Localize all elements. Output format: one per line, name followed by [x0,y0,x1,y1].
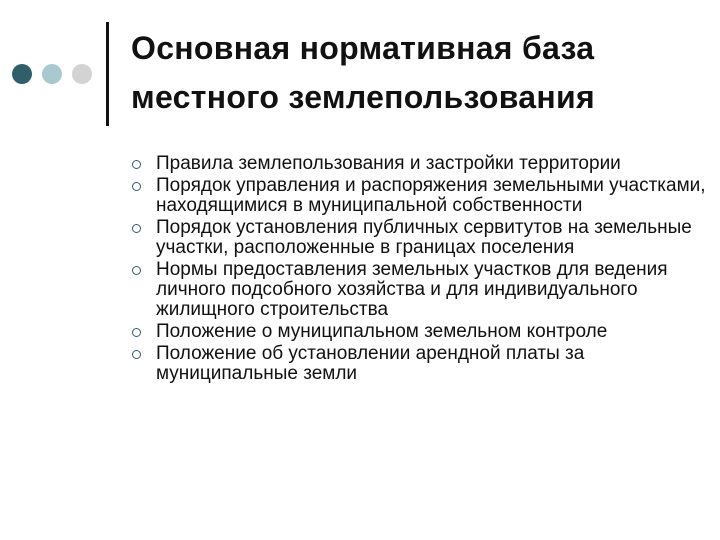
dark-dot-icon [12,64,32,84]
bullet-icon [132,328,141,337]
list-item-text: Положение об установлении арендной платы за муниципальные земли [156,343,585,384]
bullet-icon [132,224,141,233]
list-item-text: Нормы предоставления земельных участков для ведения личного подсобного хозяйства и для индивидуального жилищного строительства [156,259,668,320]
light-blue-dot-icon [42,64,62,84]
bullet-icon [132,266,141,275]
list-item-text: Положение о муниципальном земельном контроле [156,321,608,342]
bullet-icon [132,160,141,169]
title-divider [106,22,109,126]
list-item [132,218,712,258]
title-line-1: Основная нормативная база [131,30,595,66]
decorative-dots [12,64,98,86]
list-item [132,344,712,384]
title-line-2: местного землепользования [131,79,595,115]
list-item [132,176,712,216]
bullet-icon [132,182,141,191]
list-item-text: Правила землепользования и застройки территории [156,153,621,174]
bullet-list [132,154,712,384]
list-item [132,154,712,174]
list-item [132,322,712,342]
slide-title [131,24,711,122]
list-item-text: Порядок установления публичных сервитутов на земельные участки, расположенные в границах поселения [156,217,692,258]
grey-dot-icon [72,64,92,84]
bullet-icon [132,350,141,359]
list-item [132,260,712,320]
list-item-text: Порядок управления и распоряжения земельными участками, находящимися в муниципальной собственности [156,175,706,216]
